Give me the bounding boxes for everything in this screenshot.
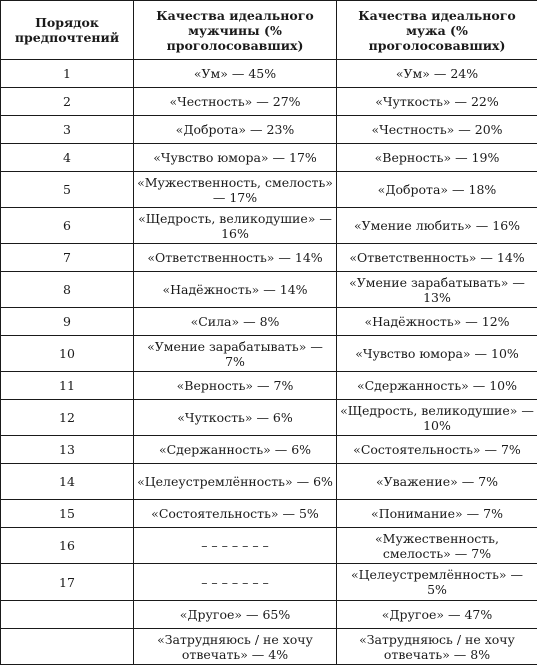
table-row [1, 629, 537, 665]
husband-quality-cell: «Уважение» — 7% [337, 464, 537, 500]
table-row [1, 244, 537, 272]
man-quality-cell: «Целеустремлённость» — 6% [134, 464, 337, 500]
table-row [1, 208, 537, 244]
man-quality-cell: «Затрудняюсь / не хочу отвечать» — 4% [134, 629, 337, 665]
man-quality-cell: «Сила» — 8% [134, 308, 337, 336]
rank-cell: 3 [1, 116, 134, 144]
rank-cell: 17 [1, 564, 134, 601]
man-quality-cell: «Другое» — 65% [134, 601, 337, 629]
husband-quality-cell: «Ответственность» — 14% [337, 244, 537, 272]
rank-cell: 10 [1, 336, 134, 372]
rank-cell: 13 [1, 436, 134, 464]
rank-cell: 4 [1, 144, 134, 172]
table-row [1, 464, 537, 500]
header-ideal-husband: Качества идеального мужа (% проголосовавших) [337, 1, 537, 60]
table-row [1, 88, 537, 116]
header-row [1, 1, 537, 60]
husband-quality-cell: «Мужественность, смелость» — 7% [337, 528, 537, 564]
husband-quality-cell: «Щедрость, великодушие» — 10% [337, 400, 537, 436]
rank-cell [1, 601, 134, 629]
husband-quality-cell: «Затрудняюсь / не хочу отвечать» — 8% [337, 629, 537, 665]
rank-cell: 1 [1, 60, 134, 88]
husband-quality-cell: «Целеустремлённость» — 5% [337, 564, 537, 601]
table-row [1, 400, 537, 436]
man-quality-cell: «Чуткость» — 6% [134, 400, 337, 436]
rank-cell: 5 [1, 172, 134, 208]
rank-cell: 16 [1, 528, 134, 564]
husband-quality-cell: «Честность» — 20% [337, 116, 537, 144]
husband-quality-cell: «Умение зарабатывать» — 13% [337, 272, 537, 308]
man-quality-cell: «Ум» — 45% [134, 60, 337, 88]
man-quality-cell: «Честность» — 27% [134, 88, 337, 116]
man-quality-cell: «Ответственность» — 14% [134, 244, 337, 272]
man-quality-cell: «Щедрость, великодушие» — 16% [134, 208, 337, 244]
rank-cell: 12 [1, 400, 134, 436]
rank-cell: 14 [1, 464, 134, 500]
table-row [1, 308, 537, 336]
man-quality-cell: «Верность» — 7% [134, 372, 337, 400]
husband-quality-cell: «Состоятельность» — 7% [337, 436, 537, 464]
table-row [1, 564, 537, 601]
man-quality-cell: – – – – – – – [134, 528, 337, 564]
table-row [1, 372, 537, 400]
husband-quality-cell: «Чуткость» — 22% [337, 88, 537, 116]
husband-quality-cell: «Сдержанность» — 10% [337, 372, 537, 400]
husband-quality-cell: «Надёжность» — 12% [337, 308, 537, 336]
table-row [1, 601, 537, 629]
husband-quality-cell: «Ум» — 24% [337, 60, 537, 88]
husband-quality-cell: «Понимание» — 7% [337, 500, 537, 528]
header-ideal-man: Качества идеального мужчины (% проголосовавших) [134, 1, 337, 60]
husband-quality-cell: «Чувство юмора» — 10% [337, 336, 537, 372]
man-quality-cell: «Чувство юмора» — 17% [134, 144, 337, 172]
table-row [1, 172, 537, 208]
table-row [1, 60, 537, 88]
table-row [1, 500, 537, 528]
table-row [1, 528, 537, 564]
man-quality-cell: – – – – – – – [134, 564, 337, 601]
rank-cell: 6 [1, 208, 134, 244]
husband-quality-cell: «Другое» — 47% [337, 601, 537, 629]
rank-cell: 8 [1, 272, 134, 308]
man-quality-cell: «Сдержанность» — 6% [134, 436, 337, 464]
rank-cell: 15 [1, 500, 134, 528]
man-quality-cell: «Доброта» — 23% [134, 116, 337, 144]
table-row [1, 436, 537, 464]
husband-quality-cell: «Доброта» — 18% [337, 172, 537, 208]
man-quality-cell: «Мужественность, смелость» — 17% [134, 172, 337, 208]
man-quality-cell: «Состоятельность» — 5% [134, 500, 337, 528]
rank-cell [1, 629, 134, 665]
header-rank: Порядок предпочтений [1, 1, 134, 60]
table-row [1, 116, 537, 144]
rank-cell: 11 [1, 372, 134, 400]
husband-quality-cell: «Умение любить» — 16% [337, 208, 537, 244]
man-quality-cell: «Надёжность» — 14% [134, 272, 337, 308]
table-row [1, 144, 537, 172]
rank-cell: 2 [1, 88, 134, 116]
rank-cell: 9 [1, 308, 134, 336]
man-quality-cell: «Умение зарабатывать» — 7% [134, 336, 337, 372]
table-row [1, 336, 537, 372]
husband-quality-cell: «Верность» — 19% [337, 144, 537, 172]
table-row [1, 272, 537, 308]
rank-cell: 7 [1, 244, 134, 272]
